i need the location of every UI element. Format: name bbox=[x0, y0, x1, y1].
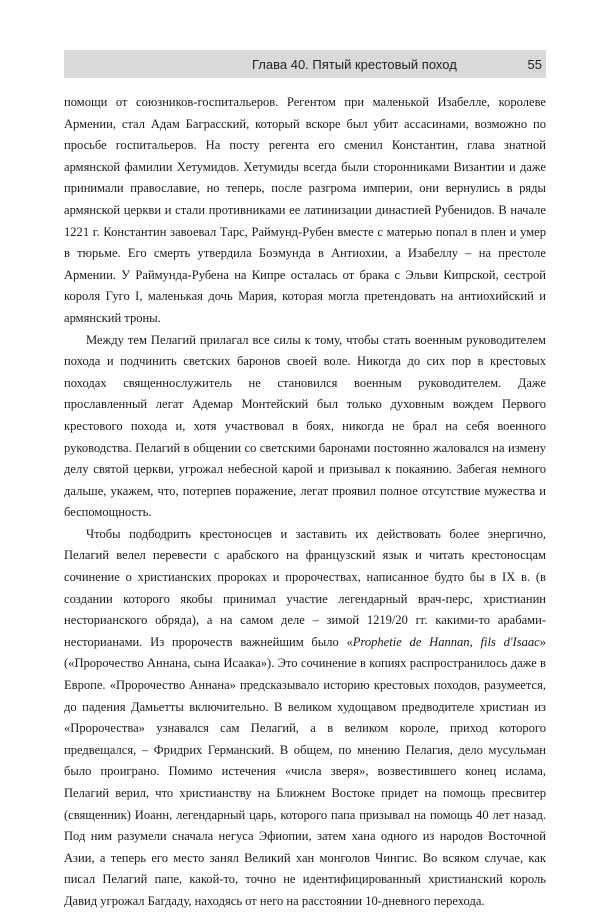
paragraph-3 bbox=[64, 524, 546, 913]
paragraph-text: » («Пророчество Аннана, сына Исаака»). Это сочинение в копиях распространилось даже в Европе. «Пророчество Аннана» предсказывало историю крестовых походов, разумеется, до падения Дамьетты включительно. В великом худощавом предводителе христиан из «Пророчества» узнавался сам Пелагий, а в великом короле, приход которого предвещался, – Фридрих Германский. В общем, по мнению Пелагия, дело мусульман было проиграно. Помимо истечения «числа зверя», возвестившего конец ислама, Пелагий верил, что христианству на Ближнем Востоке придет на помощь пресвитер (священник) Иоанн, легендарный царь, которого папа призывал на помощь 40 лет назад. Под ним разумели сначала негуса Эфиопии, затем хана одного из народов Восточной Азии, а теперь его место занял Великий хан монголов Чингис. Во всяком случае, как писал Пелагий папе, какой-то, точно не идентифицированный христианский король Давид угрожал Багдаду, находясь от него на расстоянии 10-дневного перехода. bbox=[64, 634, 546, 908]
page-header bbox=[64, 50, 546, 78]
paragraph-text: помощи от союзников-госпитальеров. Регентом при маленькой Изабелле, королеве Армении, стал Адам Баграсский, который вскоре был убит ассасинами, возможно по просьбе госпитальеров. На посту регента его сменил Константин, глава знатной армянской фамилии Хетумидов. Хетумиды всегда были сторонниками Византии и даже принимали православие, но теперь, после разгрома империи, они вернулись в ряды армянской церкви и стали противниками ее латинизации династией Рубенидов. В начале 1221 г. Константин завоевал Тарс, Раймунд-Рубен вместе с матерью попал в плен и умер в тюрьме. Его смерть утвердила Боэмунда в Антиохии, а Изабеллу – на престоле Армении. У Раймунда-Рубена на Кипре осталась от брака с Эльви Кипрской, сестрой короля Гуго I, маленькая дочь Мария, которая могла претендовать на антиохийский и армянский троны. bbox=[64, 95, 546, 325]
italic-title: Prophetie de Hannan, fils d'Isaac bbox=[352, 634, 540, 649]
paragraph-text: Чтобы подбодрить крестоносцев и заставить их действовать более энергично, Пелагий велел перевести с арабского на французский язык и читать крестоносцам сочинение о христианских пророках и пророчествах, написанное будто бы в IX в. (в создании которого якобы принимал участие легендарный врач-перс, христианин несторианского обряда), а на самом деле – зимой 1219/20 гг. какими-то арабами-несторианами. Из пророчеств важнейшим было « bbox=[64, 526, 546, 649]
paragraph-2 bbox=[64, 330, 546, 524]
page-number: 55 bbox=[527, 56, 542, 72]
chapter-title: Глава 40. Пятый крестовый поход bbox=[252, 56, 457, 72]
paragraph-1 bbox=[64, 92, 546, 330]
body-text bbox=[64, 92, 546, 913]
paragraph-text: Между тем Пелагий прилагал все силы к тому, чтобы стать военным руководителем похода и подчинить светских баронов своей воле. Никогда до сих пор в крестовых походах священнослужитель не становился военным руководителем. Даже прославленный легат Адемар Монтейский был только духовным вождем Первого крестового похода и, хотя участвовал в боях, никогда не брал на себя военного руководства. Пелагий в общении со светскими баронами постоянно жаловался на измену делу святой церкви, угрожал небесной карой и призывал к покаянию. Забегая немного дальше, укажем, что, потерпев поражение, легат проявил полное отсутствие мужества и беспомощность. bbox=[64, 332, 546, 520]
